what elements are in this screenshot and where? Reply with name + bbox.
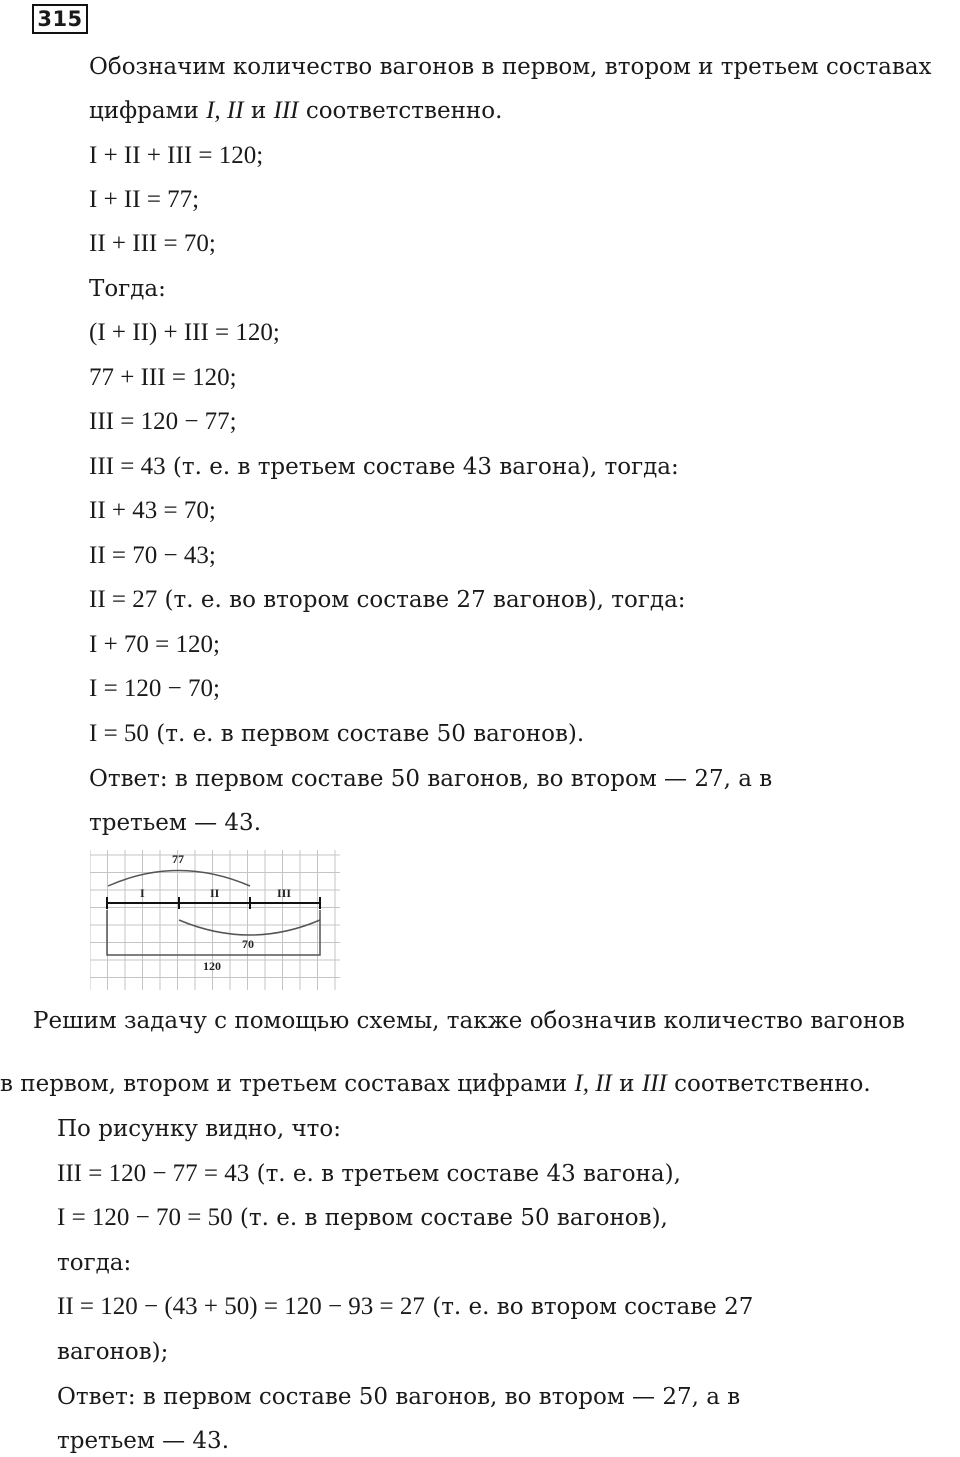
then-label: тогда:	[57, 1250, 132, 1276]
equation: III = 120 − 77;	[89, 408, 237, 435]
equation: II + III = 70;	[89, 230, 216, 257]
equation-with-note: II = 120 − (43 + 50) = 120 − 93 = 27 (т. е. во втором составе 27	[57, 1293, 754, 1320]
label-77: 77	[172, 852, 184, 866]
equation-with-note: I = 50 (т. е. в первом составе 50 вагонов).	[89, 720, 585, 747]
equation: II = 70 − 43;	[89, 542, 216, 569]
train-segment-diagram	[90, 850, 340, 990]
arc-70	[179, 920, 320, 935]
equation: I + II = 77;	[89, 186, 200, 213]
label-III: III	[277, 886, 292, 900]
intro-line-1: Обозначим количество вагонов в первом, втором и третьем составах	[89, 54, 932, 80]
label-II: II	[210, 886, 220, 900]
answer-line-1: Ответ: в первом составе 50 вагонов, во втором — 27, а в	[89, 766, 773, 792]
label-I: I	[140, 886, 145, 900]
equation-with-note: III = 43 (т. е. в третьем составе 43 вагона), тогда:	[89, 453, 679, 480]
equation: (I + II) + III = 120;	[89, 319, 280, 346]
solution2-intro-line-1: Решим задачу с помощью схемы, также обозначив количество вагонов	[33, 1008, 906, 1034]
equation-with-note: II = 27 (т. е. во втором составе 27 вагонов), тогда:	[89, 586, 686, 613]
intro-line-2: цифрами I, II и III соответственно.	[89, 97, 503, 124]
equation: I = 120 − 70;	[89, 675, 220, 702]
figure-label: По рисунку видно, что:	[57, 1116, 341, 1142]
answer-line-1: Ответ: в первом составе 50 вагонов, во втором — 27, а в	[57, 1384, 741, 1410]
bracket-120	[107, 910, 320, 955]
label-70: 70	[242, 937, 254, 951]
answer-line-2: третьем — 43.	[57, 1428, 230, 1454]
equation: 77 + III = 120;	[89, 364, 237, 391]
problem-number: 315	[32, 4, 88, 34]
equation-with-note: I = 120 − 70 = 50 (т. е. в первом составе 50 вагонов),	[57, 1204, 668, 1231]
solution2-intro-line-2: в первом, втором и третьем составах цифрами I, II и III соответственно.	[0, 1070, 871, 1097]
equation: II + 43 = 70;	[89, 497, 216, 524]
label-120: 120	[203, 959, 221, 973]
answer-line-2: третьем — 43.	[89, 810, 262, 836]
equation: I + 70 = 120;	[89, 631, 220, 658]
equation-with-note: III = 120 − 77 = 43 (т. е. в третьем составе 43 вагона),	[57, 1160, 681, 1187]
equation: I + II + III = 120;	[89, 142, 264, 169]
equation-note-continuation: вагонов);	[57, 1339, 169, 1365]
then-label: Тогда:	[89, 276, 166, 302]
